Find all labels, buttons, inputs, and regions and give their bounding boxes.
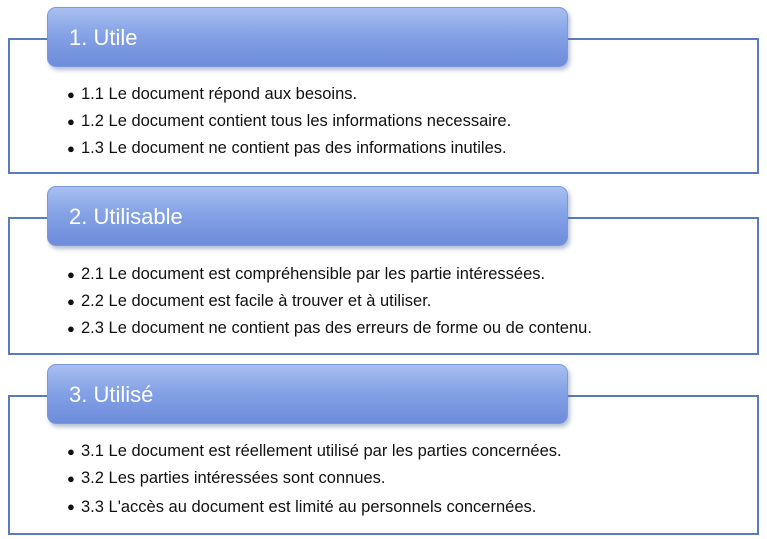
list-item: ● 3.1 Le document est réellement utilisé par les parties concernées.: [67, 438, 562, 465]
list-item: ● 3.3 L'accès au document est limité au personnels concernées.: [67, 492, 562, 522]
section-header: 3. Utilisé: [47, 364, 568, 424]
bullet-icon: ●: [67, 444, 75, 459]
item-list: [67, 438, 562, 522]
bullet-icon: ●: [67, 267, 75, 282]
section-header: 1. Utile: [47, 7, 568, 67]
bullet-icon: ●: [67, 294, 75, 309]
bullet-icon: ●: [67, 141, 75, 156]
list-item: ● 2.3 Le document ne contient pas des erreurs de forme ou de contenu.: [67, 315, 592, 342]
list-item: ● 1.3 Le document ne contient pas des informations inutiles.: [67, 135, 511, 162]
bullet-icon: ●: [67, 114, 75, 129]
bullet-icon: ●: [67, 471, 75, 486]
section-header: 2. Utilisable: [47, 186, 568, 246]
list-item: ● 2.2 Le document est facile à trouver et à utiliser.: [67, 288, 592, 315]
list-item: ● 3.2 Les parties intéressées sont connues.: [67, 465, 562, 492]
list-item: ● 1.2 Le document contient tous les informations necessaire.: [67, 108, 511, 135]
list-item: ● 1.1 Le document répond aux besoins.: [67, 81, 511, 108]
item-list: [67, 81, 511, 162]
bullet-icon: ●: [67, 499, 75, 514]
bullet-icon: ●: [67, 87, 75, 102]
bullet-icon: ●: [67, 321, 75, 336]
item-list: [67, 261, 592, 342]
list-item: ● 2.1 Le document est compréhensible par les partie intéressées.: [67, 261, 592, 288]
